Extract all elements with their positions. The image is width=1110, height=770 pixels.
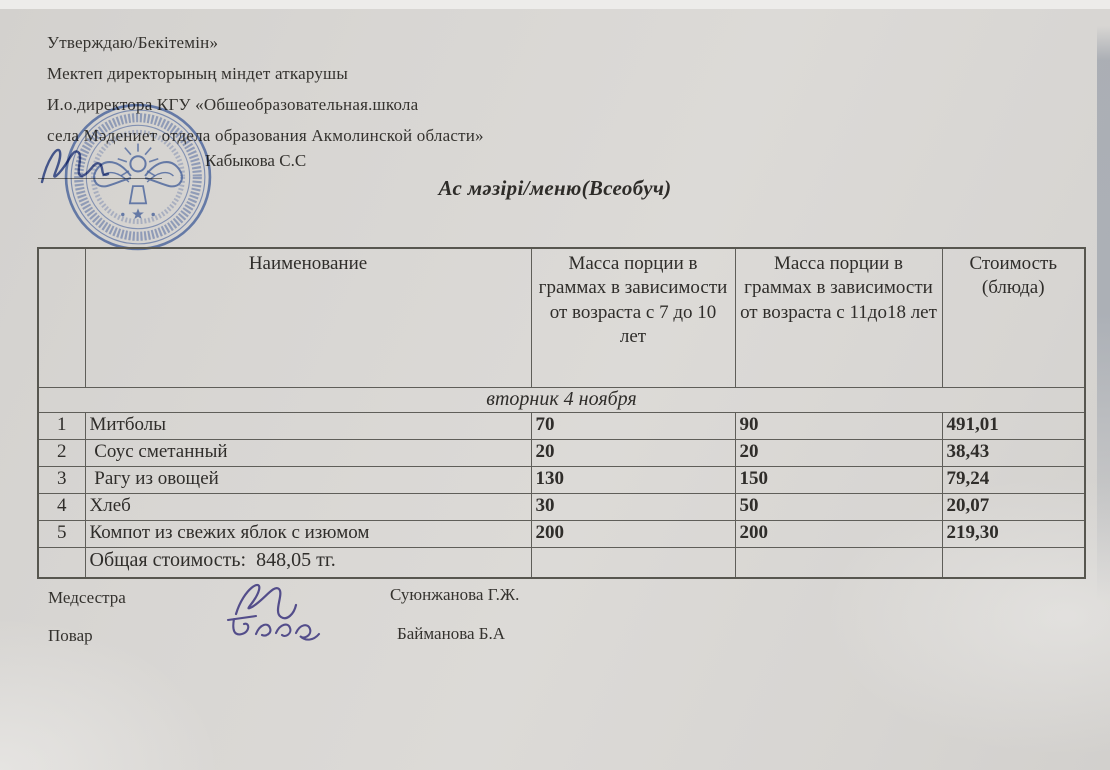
dish-name: Компот из свежих яблок с изюмом <box>85 521 531 548</box>
mass-11-18-value: 50 <box>735 494 942 521</box>
signature-role: Повар <box>48 626 93 645</box>
dish-name: Митболы <box>85 413 531 440</box>
section-label: вторник 4 ноября <box>38 388 1085 413</box>
photo-top-edge <box>0 0 1110 9</box>
signature-name: Суюнжанова Г.Ж. <box>390 585 520 604</box>
row-number: 2 <box>38 440 85 467</box>
cost-value: 79,24 <box>942 467 1085 494</box>
table-row <box>38 494 1085 521</box>
menu-table <box>37 247 1086 579</box>
cost-value: 38,43 <box>942 440 1085 467</box>
header-mass-7-10: Масса порции в граммах в зависимости от возраста с 7 до 10 лет <box>531 248 735 388</box>
table-row <box>38 440 1085 467</box>
cost-value: 20,07 <box>942 494 1085 521</box>
header-cost: Стоимость (блюда) <box>942 248 1085 388</box>
approval-line: села Мәдениет отдела образования Акмолинской области» <box>47 126 484 145</box>
total-cost-label: Общая стоимость: 848,05 тг. <box>85 548 531 579</box>
mass-11-18-value: 200 <box>735 521 942 548</box>
cook-signature-icon <box>222 606 326 648</box>
cost-value: 219,30 <box>942 521 1085 548</box>
table-row <box>38 521 1085 548</box>
dish-name: Хлеб <box>85 494 531 521</box>
table-total-row <box>38 548 1085 579</box>
mass-11-18-value: 150 <box>735 467 942 494</box>
mass-7-10-value: 20 <box>531 440 735 467</box>
signature-role: Медсестра <box>48 588 126 607</box>
table-row <box>38 413 1085 440</box>
header-number <box>38 248 85 388</box>
row-number: 4 <box>38 494 85 521</box>
mass-7-10-value: 200 <box>531 521 735 548</box>
page-title: Ас мәзірі/меню(Всеобуч) <box>438 176 672 200</box>
table-section-row <box>38 388 1085 413</box>
cost-value: 491,01 <box>942 413 1085 440</box>
approval-line: Мектеп директорының міндет аткарушы <box>47 64 348 83</box>
row-number: 5 <box>38 521 85 548</box>
approval-line: Утверждаю/Бекітемін» <box>47 33 219 52</box>
row-number: 3 <box>38 467 85 494</box>
table-row <box>38 467 1085 494</box>
mass-11-18-value: 90 <box>735 413 942 440</box>
header-name: Наименование <box>85 248 531 388</box>
signature-name: Байманова Б.А <box>397 624 506 643</box>
header-mass-11-18: Масса порции в граммах в зависимости от возраста с 11до18 лет <box>735 248 942 388</box>
mass-7-10-value: 130 <box>531 467 735 494</box>
mass-11-18-value: 20 <box>735 440 942 467</box>
approver-name: Кабыкова С.С <box>205 151 307 170</box>
table-header-row <box>38 248 1085 388</box>
approval-line: И.о.директора КГУ «Обшеобразовательная.школа <box>47 95 419 114</box>
dish-name: Рагу из овощей <box>85 467 531 494</box>
row-number: 1 <box>38 413 85 440</box>
mass-7-10-value: 70 <box>531 413 735 440</box>
mass-7-10-value: 30 <box>531 494 735 521</box>
photo-right-edge <box>1097 26 1110 601</box>
dish-name: Соус сметанный <box>85 440 531 467</box>
